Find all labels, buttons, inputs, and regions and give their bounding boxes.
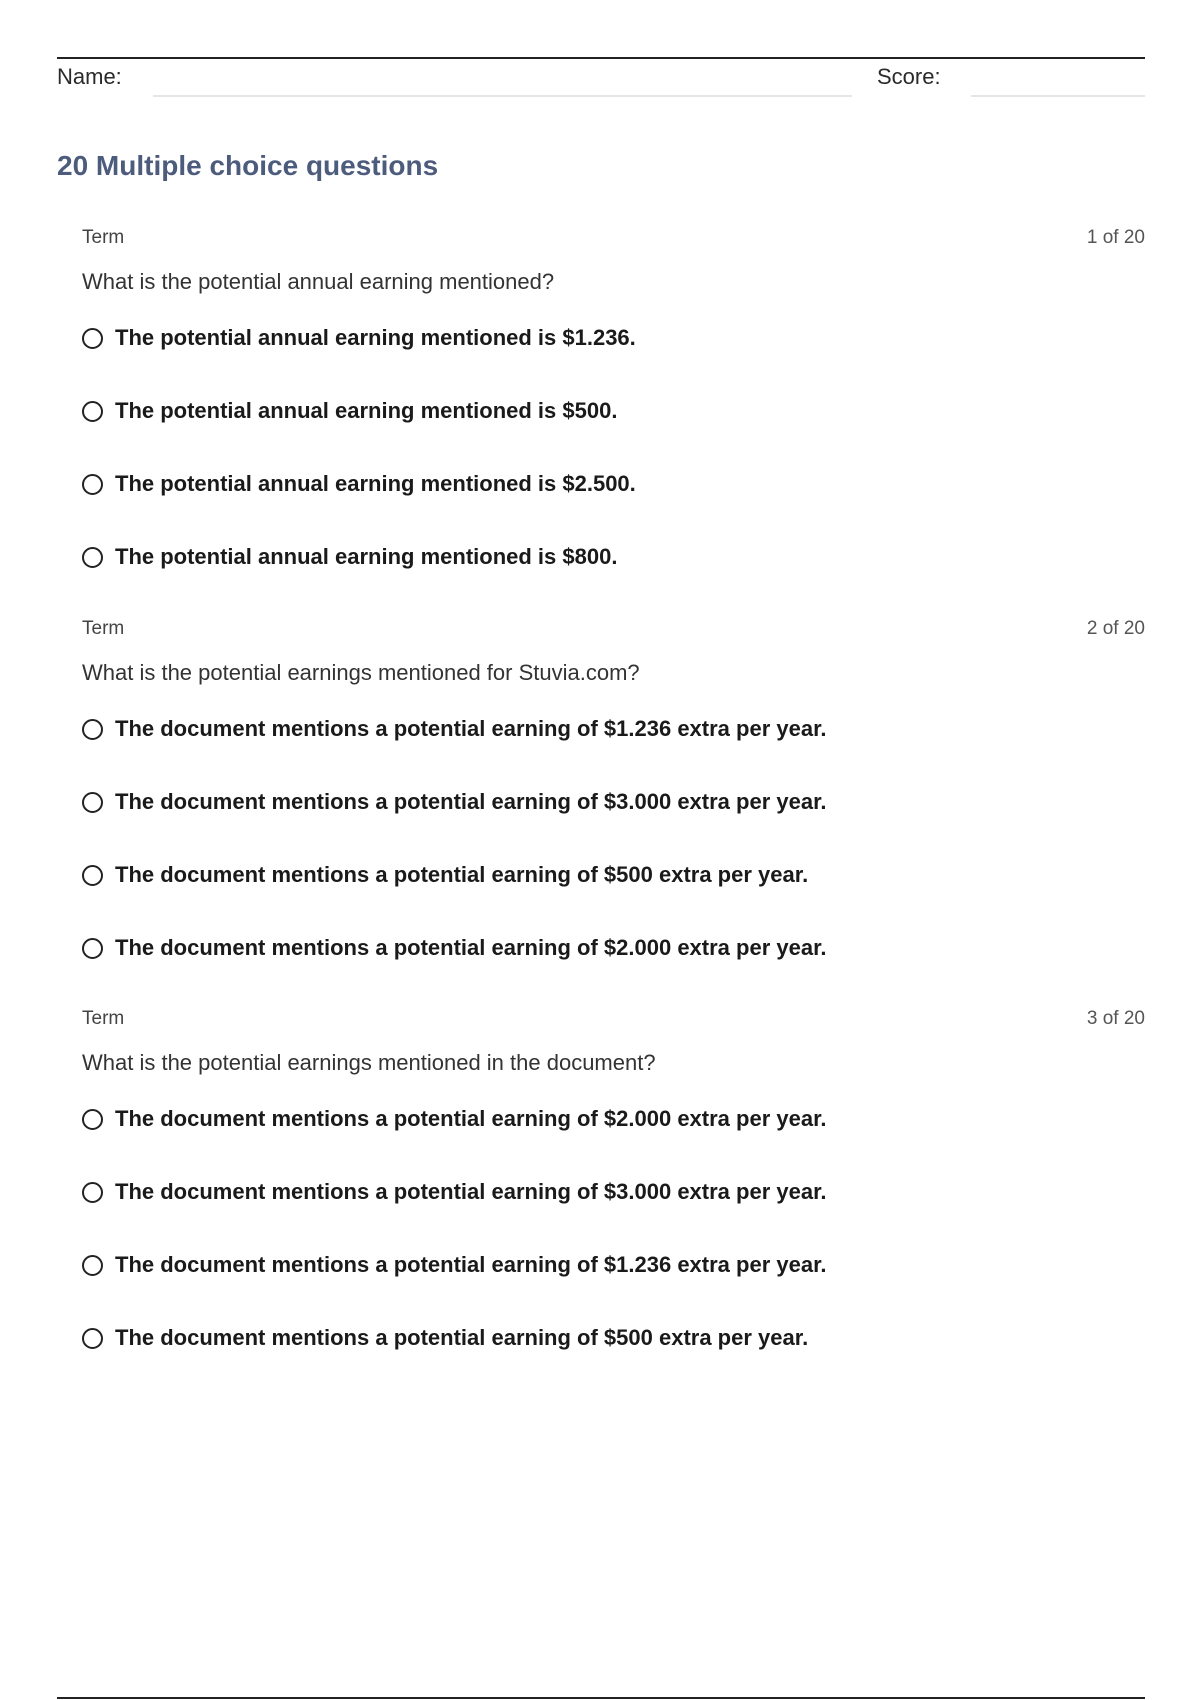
score-label: Score: <box>877 64 941 89</box>
answer-label: The document mentions a potential earning of $1.236 extra per year. <box>115 1252 827 1277</box>
question-block <box>82 618 1145 1008</box>
answer-option[interactable] <box>82 544 1145 570</box>
answer-option[interactable] <box>82 862 1145 888</box>
term-label: Term <box>82 618 125 639</box>
answer-label: The document mentions a potential earning of $2.000 extra per year. <box>115 1106 827 1131</box>
question-text: What is the potential annual earning mentioned? <box>82 269 555 294</box>
radio-button[interactable] <box>82 792 103 813</box>
answer-option[interactable] <box>82 935 1145 961</box>
radio-button[interactable] <box>82 719 103 740</box>
question-header <box>82 618 1145 644</box>
name-field[interactable] <box>153 95 852 97</box>
question-block <box>82 1008 1145 1398</box>
answer-label: The document mentions a potential earning of $3.000 extra per year. <box>115 789 827 814</box>
radio-button[interactable] <box>82 401 103 422</box>
top-rule <box>57 57 1145 59</box>
term-label: Term <box>82 227 125 248</box>
answer-label: The potential annual earning mentioned is $800. <box>115 544 618 569</box>
answer-option[interactable] <box>82 1252 1145 1278</box>
answer-label: The document mentions a potential earning of $2.000 extra per year. <box>115 935 827 960</box>
radio-button[interactable] <box>82 547 103 568</box>
bottom-rule <box>57 1697 1145 1699</box>
answer-label: The potential annual earning mentioned is $1.236. <box>115 325 636 350</box>
question-counter: 1 of 20 <box>1086 227 1145 248</box>
radio-button[interactable] <box>82 1328 103 1349</box>
radio-button[interactable] <box>82 1182 103 1203</box>
answer-option[interactable] <box>82 716 1145 742</box>
radio-button[interactable] <box>82 328 103 349</box>
score-field[interactable] <box>971 95 1145 97</box>
answer-label: The potential annual earning mentioned is $500. <box>115 398 618 423</box>
question-header <box>82 1008 1145 1034</box>
term-label: Term <box>82 1008 125 1029</box>
question-block <box>82 227 1145 617</box>
answer-option[interactable] <box>82 471 1145 497</box>
answer-label: The document mentions a potential earning of $500 extra per year. <box>115 862 809 887</box>
answer-label: The document mentions a potential earning of $500 extra per year. <box>115 1325 809 1350</box>
question-header <box>82 227 1145 253</box>
answer-options <box>82 325 1145 570</box>
answer-label: The document mentions a potential earning of $1.236 extra per year. <box>115 716 827 741</box>
answer-options <box>82 716 1145 961</box>
radio-button[interactable] <box>82 474 103 495</box>
question-counter: 3 of 20 <box>1086 1008 1145 1029</box>
answer-option[interactable] <box>82 789 1145 815</box>
question-text: What is the potential earnings mentioned for Stuvia.com? <box>82 660 640 685</box>
question-counter: 2 of 20 <box>1086 618 1145 639</box>
answer-option[interactable] <box>82 1179 1145 1205</box>
radio-button[interactable] <box>82 865 103 886</box>
answer-options <box>82 1106 1145 1351</box>
answer-label: The potential annual earning mentioned is $2.500. <box>115 471 636 496</box>
answer-option[interactable] <box>82 398 1145 424</box>
radio-button[interactable] <box>82 938 103 959</box>
answer-option[interactable] <box>82 1325 1145 1351</box>
radio-button[interactable] <box>82 1255 103 1276</box>
answer-option[interactable] <box>82 325 1145 351</box>
name-label: Name: <box>57 64 122 89</box>
section-title: 20 Multiple choice questions <box>57 150 439 181</box>
answer-option[interactable] <box>82 1106 1145 1132</box>
question-text: What is the potential earnings mentioned in the document? <box>82 1050 656 1075</box>
answer-label: The document mentions a potential earning of $3.000 extra per year. <box>115 1179 827 1204</box>
radio-button[interactable] <box>82 1109 103 1130</box>
